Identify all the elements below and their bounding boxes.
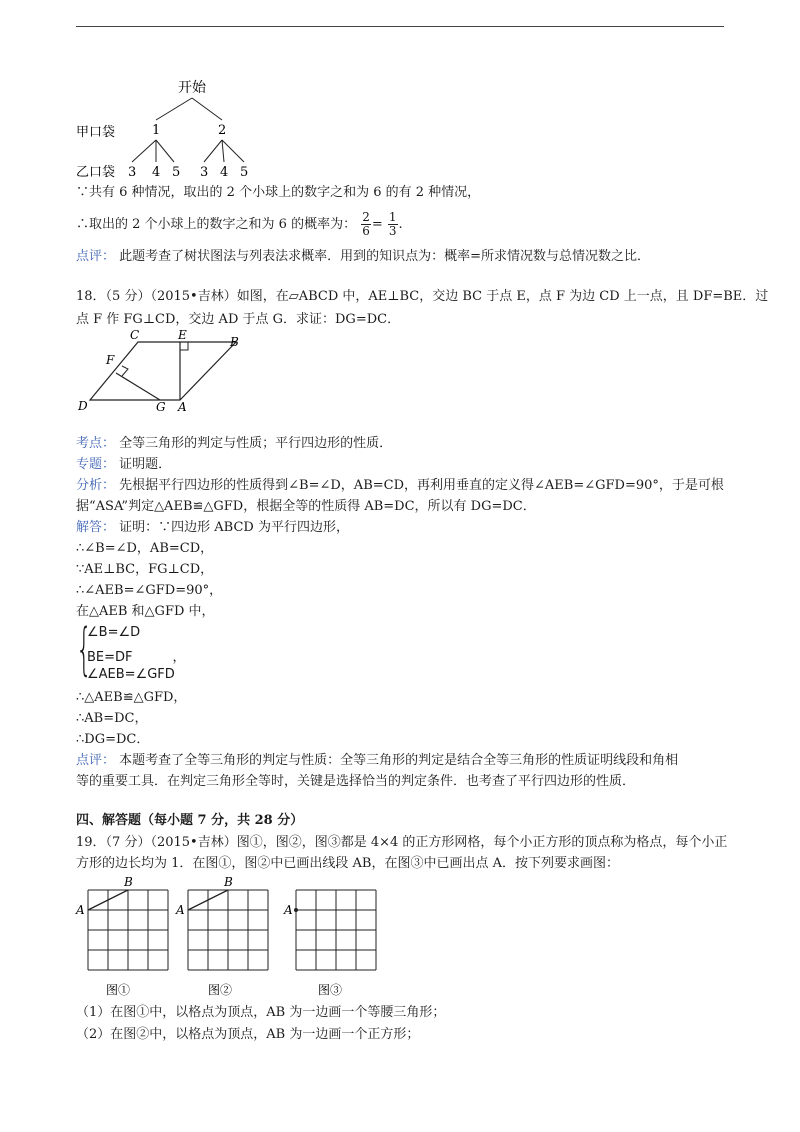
zhuanti-label: 专题： xyxy=(76,457,116,472)
grid2-label-A: A xyxy=(176,903,185,917)
system-line-2: BE=DF ， xyxy=(87,650,186,665)
q18-dianping-1: 点评： 本题考查了全等三角形的判定与性质：全等三角形的判定是结合全等三角形的性质证明线段和角相 xyxy=(76,753,679,768)
dianping-label: 点评： xyxy=(76,753,116,768)
proof-line-7: ∴DG=DC． xyxy=(76,732,150,747)
jieda-label: 解答： xyxy=(76,520,116,535)
tree-b-1-4: 4 xyxy=(152,165,161,180)
grid1-label-A: A xyxy=(76,903,85,917)
bag-a-label: 甲口袋 xyxy=(76,125,116,140)
q18-zhuanti: 专题： 证明题． xyxy=(76,457,172,472)
proof-line-5: ∴△AEB≌△GFD， xyxy=(76,690,187,705)
system-line-1: ∠B=∠D xyxy=(87,625,141,640)
q18-kaodian: 考点： 全等三角形的判定与性质；平行四边形的性质． xyxy=(76,436,393,451)
q19-task-1: （1）在图①中，以格点为顶点，AB 为一边画一个等腰三角形； xyxy=(76,1005,446,1020)
grid-figure-2 xyxy=(176,874,276,999)
grid-figure-3 xyxy=(284,874,384,999)
q18-stem-2: 点 F 作 FG⊥CD，交边 AD 于点 G．求证：DG=DC． xyxy=(76,312,401,327)
tree-root: 开始 xyxy=(178,80,206,96)
proof-line-4: 在△AEB 和△GFD 中， xyxy=(76,604,215,619)
system-line-3: ∠AEB=∠GFD xyxy=(87,667,175,682)
top-rule xyxy=(76,26,724,27)
label-F: F xyxy=(106,353,115,367)
bag-b-label: 乙口袋 xyxy=(76,165,116,180)
proof-line-6: ∴AB=DC， xyxy=(76,711,148,726)
proof-line-1: ∴∠B=∠D，AB=CD， xyxy=(76,541,214,556)
q17-line1: ∵共有 6 种情况，取出的 2 个小球上的数字之和为 6 的有 2 种情况， xyxy=(76,185,481,200)
q17-comment: 点评： 此题考查了树状图法与列表法求概率．用到的知识点为：概率=所求情况数与总情况数之比． xyxy=(76,249,651,264)
kaodian-label: 考点： xyxy=(76,436,116,451)
tree-b-1-5: 5 xyxy=(172,165,181,180)
q17-line2-prefix: ∴取出的 2 个小球上的数字之和为 6 的概率为： xyxy=(76,217,357,232)
tree-b-1-3: 3 xyxy=(128,165,137,180)
point-a xyxy=(294,908,298,912)
grid-figure-1 xyxy=(76,874,176,999)
tree-diagram xyxy=(76,76,296,180)
tree-a-1: 1 xyxy=(152,123,161,138)
label-B: B xyxy=(230,335,239,349)
tree-b-2-4: 4 xyxy=(220,165,229,180)
fraction-2-6: $\frac{2}{6}$ xyxy=(362,210,370,238)
section-title: 四、解答题（每小题 7 分，共 28 分） xyxy=(76,813,304,828)
grid2-caption: 图② xyxy=(208,983,233,997)
q19-stem-1: 19．（7 分）（2015•吉林）图①，图②，图③都是 4×4 的正方形网格，每个小正方形的顶点称为格点，每个小正 xyxy=(76,835,728,850)
label-C: C xyxy=(130,328,140,342)
grid1-caption: 图① xyxy=(106,983,131,997)
q19-stem-2: 方形的边长均为 1．在图①，图②中已画出线段 AB，在图③中已画出点 A．按下列要求画图： xyxy=(76,856,619,871)
q18-dianping-2: 等的重要工具．在判定三角形全等时，关键是选择恰当的判定条件．也考查了平行四边形的性质． xyxy=(76,774,636,789)
label-A: A xyxy=(178,400,187,414)
q18-jieda: 解答： 证明：∵四边形 ABCD 为平行四边形， xyxy=(76,520,349,535)
parallelogram-figure xyxy=(76,330,256,414)
q19-task-2: （2）在图②中，以格点为顶点，AB 为一边画一个正方形； xyxy=(76,1027,420,1042)
label-D: D xyxy=(78,399,88,413)
proof-line-2: ∵AE⊥BC，FG⊥CD， xyxy=(76,562,214,577)
q18-stem-1: 18．（5 分）（2015•吉林）如图，在▱ABCD 中，AE⊥BC，交边 BC 于点 E，点 F 为边 CD 上一点，且 DF=BE．过 xyxy=(76,289,769,304)
label-G: G xyxy=(156,400,166,414)
tree-b-2-3: 3 xyxy=(200,165,209,180)
q18-fenxi-1: 分析： 先根据平行四边形的性质得到∠B=∠D，AB=CD，再利用垂直的定义得∠AEB=∠GFD=90°，于是可根 xyxy=(76,478,724,493)
grid1-label-B: B xyxy=(124,875,133,889)
fraction-1-3: $\frac{1}{3}$ xyxy=(388,210,397,238)
q18-fenxi-2: 据“ASA”判定△AEB≌△GFD，根据全等的性质得 AB=DC，所以有 DG=DC． xyxy=(76,499,536,514)
comment-label: 点评： xyxy=(76,249,116,264)
tree-b-2-5: 5 xyxy=(240,165,249,180)
grid3-label-A: A xyxy=(284,903,293,917)
fenxi-label: 分析： xyxy=(76,478,116,493)
grid3-caption: 图③ xyxy=(318,983,343,997)
proof-line-3: ∴∠AEB=∠GFD=90°， xyxy=(76,583,223,598)
label-E: E xyxy=(178,328,187,342)
system-brace: { xyxy=(76,617,93,682)
grid2-label-B: B xyxy=(224,875,233,889)
q17-line2: ∴取出的 2 个小球上的数字之和为 6 的概率为： $\frac{2}{6}$ = $\frac{1}{3}$ . xyxy=(76,210,403,238)
tree-a-2: 2 xyxy=(218,123,227,138)
